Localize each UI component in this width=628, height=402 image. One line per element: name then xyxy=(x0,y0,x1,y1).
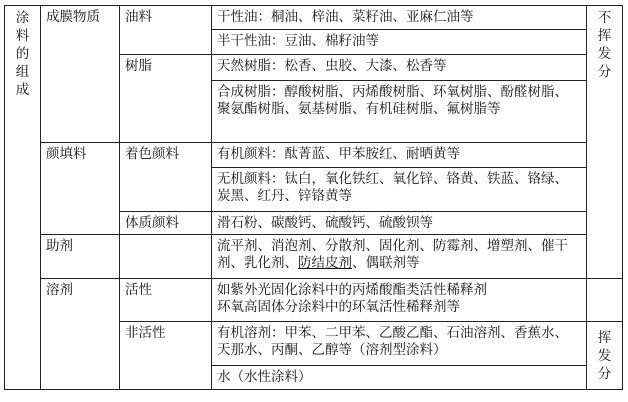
table-row xyxy=(5,6,623,30)
category-film-forming: 成膜物质 xyxy=(41,6,120,143)
subcategory-oil: 油料 xyxy=(120,6,212,55)
category-solvent: 溶剂 xyxy=(41,279,120,390)
cell-inorganic-pigment: 无机颜料：钛白，氧化铁红、氧化锌、铬黄、铁蓝、铬绿、炭黑、红丹、锌铬黄等 xyxy=(212,168,587,212)
subcategory-additive-empty xyxy=(120,235,212,279)
cell-natural-resin: 天然树脂：松香、虫胶、大漆、松香等 xyxy=(212,55,587,81)
subcategory-resin: 树脂 xyxy=(120,55,212,143)
note-volatile xyxy=(587,322,623,390)
note-char: 发 xyxy=(597,348,612,364)
cell-organic-solvent: 有机溶剂：甲苯、二甲苯、乙酸乙酯、石油溶剂、香蕉水、天那水、丙酮、乙醇等（溶剂型涂料） xyxy=(212,322,587,366)
cell-drying-oil: 干性油：桐油、梓油、菜籽油、亚麻仁油等 xyxy=(212,6,587,30)
note-char: 挥 xyxy=(597,330,612,346)
title-cell xyxy=(5,6,41,390)
cell-additive xyxy=(212,235,587,279)
note-char: 不 xyxy=(597,10,612,26)
cell-active-diluent: 如紫外光固化涂料中的丙烯酸酯类活性稀释剂 环氧高固体分涂料中的环氧活性稀释剂等 xyxy=(212,279,587,322)
subcategory-extender-pigment: 体质颜料 xyxy=(120,212,212,235)
cell-water: 水（水性涂料） xyxy=(212,366,587,390)
category-additive: 助剂 xyxy=(41,235,120,279)
table-row xyxy=(5,143,623,168)
note-char: 挥 xyxy=(597,28,612,44)
title-char: 涂 xyxy=(15,10,30,26)
subcategory-coloring-pigment: 着色颜料 xyxy=(120,143,212,212)
cell-extender: 滑石粉、碳酸钙、硫酸钙、硫酸钡等 xyxy=(212,212,587,235)
note-empty xyxy=(587,279,623,322)
table-row xyxy=(5,279,623,322)
cell-organic-pigment: 有机颜料：酞菁蓝、甲苯胺红、耐晒黄等 xyxy=(212,143,587,168)
additive-text-2: 、偶联剂等 xyxy=(352,255,420,271)
title-char: 成 xyxy=(15,82,30,98)
category-pigment-filler: 颜填料 xyxy=(41,143,120,235)
note-non-volatile xyxy=(587,6,623,279)
title-char: 料 xyxy=(15,28,30,44)
additive-text-1: 流平剂、消泡剂、分散剂、固化剂、防霉剂、增塑剂、催干剂、乳化剂、 xyxy=(217,238,568,271)
subcategory-inactive: 非活性 xyxy=(120,322,212,390)
subcategory-active: 活性 xyxy=(120,279,212,322)
note-char: 分 xyxy=(597,64,612,80)
coating-composition-table xyxy=(4,5,623,390)
note-char: 发 xyxy=(597,46,612,62)
cell-semi-drying-oil: 半干性油：豆油、棉籽油等 xyxy=(212,30,587,55)
additive-text-underlined: 防结皮剂 xyxy=(298,255,352,271)
cell-synthetic-resin: 合成树脂：醇酸树脂、丙烯酸树脂、环氧树脂、酚醛树脂、聚氨酯树脂、氨基树脂、有机硅树脂、氟树脂等 xyxy=(212,81,587,143)
table-row xyxy=(5,235,623,279)
title-char: 的 xyxy=(15,46,30,62)
title-char: 组 xyxy=(15,64,30,80)
note-char: 分 xyxy=(597,366,612,382)
